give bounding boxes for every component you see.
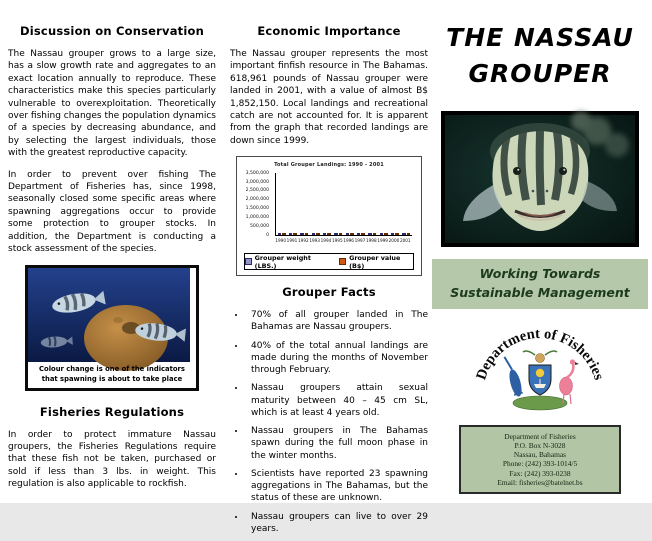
bar-group bbox=[344, 233, 355, 235]
bar bbox=[339, 233, 343, 235]
chart-legend bbox=[244, 253, 414, 270]
bar-group bbox=[355, 233, 366, 235]
bar-group bbox=[276, 233, 287, 235]
conservation-paragraph-1: The Nassau grouper grows to a large size, has a slow growth rate and aggregates to an exact location annually to reproduce. These characteristics make this species particularly vulnerable to overexploitation. Theoretically over fishing changes the population dynamics of a species by decreasing abundance, and by selecting the largest individuals, those with the greatest reproductive capacity. bbox=[8, 49, 216, 159]
fish-eye bbox=[559, 167, 567, 175]
chart-ylabels bbox=[237, 170, 272, 238]
chart-xlabels bbox=[275, 238, 411, 243]
legend-weight-swatch bbox=[245, 258, 252, 265]
bar bbox=[384, 233, 388, 235]
fact-item: • 40% of the total annual landings are made during the months of November through February. bbox=[246, 340, 428, 377]
bar bbox=[350, 233, 354, 235]
bar bbox=[373, 233, 377, 235]
grouper-photo-frame bbox=[441, 111, 639, 247]
x-tick-label: 1999 bbox=[377, 238, 388, 244]
fact-item: • 70% of all grouper landed in The Bahamas are Nassau groupers. bbox=[246, 309, 428, 333]
bar bbox=[327, 233, 331, 235]
x-tick-label: 1993 bbox=[309, 238, 320, 244]
x-tick-label: 1994 bbox=[320, 238, 332, 244]
facts-list bbox=[230, 309, 428, 535]
spawning-photo bbox=[28, 268, 190, 362]
bar bbox=[278, 233, 282, 235]
x-tick-label: 1995 bbox=[331, 238, 343, 244]
y-tick-label: 3,000,000 bbox=[245, 179, 269, 185]
contact-line: Fax: (242) 393-0238 bbox=[509, 468, 571, 478]
marlin-icon bbox=[503, 354, 524, 397]
bar bbox=[346, 233, 350, 235]
x-tick-label: 1996 bbox=[343, 238, 354, 244]
bar-group bbox=[299, 233, 310, 235]
bar bbox=[368, 233, 372, 235]
flamingo-icon bbox=[560, 359, 580, 404]
y-tick-label: 3,500,000 bbox=[245, 170, 269, 176]
coat-of-arms bbox=[503, 351, 579, 410]
bar bbox=[323, 233, 327, 235]
landings-chart bbox=[236, 156, 422, 276]
bar bbox=[282, 233, 286, 235]
bar-group bbox=[310, 233, 321, 235]
grouper-photo bbox=[445, 115, 635, 243]
middle-column bbox=[230, 0, 428, 541]
tagline-banner: Working Towards Sustainable Management bbox=[432, 259, 648, 309]
fish-eye bbox=[513, 167, 521, 175]
regulations-heading: Fisheries Regulations bbox=[39, 404, 185, 419]
facts-heading: Grouper Facts bbox=[282, 285, 376, 300]
logo-arc-text: Department of Fisheries bbox=[473, 325, 607, 382]
economic-heading: Economic Importance bbox=[257, 24, 401, 38]
legend-weight-label: Grouper weight (LBS.) bbox=[254, 253, 311, 270]
legend-value-label: Grouper value (B$) bbox=[349, 253, 401, 270]
x-tick-label: 2001 bbox=[399, 238, 411, 244]
legend-weight bbox=[245, 254, 329, 270]
legend-value-swatch bbox=[339, 258, 346, 265]
bar-group bbox=[389, 233, 400, 235]
right-column bbox=[432, 0, 648, 494]
y-tick-label: 0 bbox=[266, 232, 269, 238]
x-tick-label: 1997 bbox=[354, 238, 366, 244]
contact-line: P.O. Box N-3028 bbox=[514, 440, 566, 450]
y-tick-label: 1,000,000 bbox=[245, 215, 269, 221]
conservation-heading: Discussion on Conservation bbox=[20, 24, 204, 38]
bar-group bbox=[333, 233, 344, 235]
bar bbox=[361, 233, 365, 235]
bar bbox=[305, 233, 309, 235]
brochure-title bbox=[432, 20, 648, 91]
bar bbox=[380, 233, 384, 235]
y-tick-label: 2,500,000 bbox=[245, 188, 269, 194]
bar-group bbox=[321, 233, 332, 235]
x-tick-label: 2000 bbox=[388, 238, 400, 244]
y-tick-label: 2,000,000 bbox=[245, 197, 269, 203]
chart-plot bbox=[275, 173, 412, 236]
bar bbox=[357, 233, 361, 235]
fisheries-logo bbox=[432, 311, 648, 423]
y-tick-label: 500,000 bbox=[250, 223, 269, 229]
x-tick-label: 1991 bbox=[286, 238, 298, 244]
fact-item: • Scientists have reported 23 spawning aggregations in The Bahamas, but the status of these are unknown. bbox=[246, 468, 428, 505]
bar bbox=[316, 233, 320, 235]
spawning-photo-frame bbox=[25, 265, 199, 391]
bar bbox=[395, 233, 399, 235]
left-column bbox=[8, 0, 216, 500]
bar-group bbox=[287, 233, 298, 235]
regulations-paragraph: In order to protect immature Nassau groupers, the Fisheries Regulations require that these fish not be taken, purchased or sold if less than 3 lbs. in weight. This regulation is also applicable to rockfish. bbox=[8, 429, 216, 490]
bar bbox=[391, 233, 395, 235]
shield-icon bbox=[529, 365, 551, 395]
contact-line: Phone: (242) 393-1014/5 bbox=[502, 459, 578, 469]
y-tick-label: 1,500,000 bbox=[245, 206, 269, 212]
title-line-1: THE NASSAU bbox=[446, 23, 634, 52]
x-tick-label: 1992 bbox=[297, 238, 309, 244]
fact-item: • Nassau groupers can live to over 29 years. bbox=[246, 511, 428, 535]
photo-caption: Colour change is one of the indicators that spawning is about to take place bbox=[39, 364, 185, 384]
conservation-paragraph-2: In order to prevent over fishing The Department of Fisheries has, since 1998, seasonally closed some specific areas where spawning aggregations occur to provide some protection to grouper stocks. In addition, the Department is conducting a stock assessment of the species. bbox=[8, 169, 216, 255]
bar-group bbox=[401, 233, 412, 235]
bar bbox=[407, 233, 411, 235]
title-line-2: GROUPER bbox=[468, 58, 612, 88]
contact-line: Department of Fisheries bbox=[504, 431, 576, 441]
bar bbox=[289, 233, 293, 235]
bar bbox=[334, 233, 338, 235]
bar-group bbox=[367, 233, 378, 235]
fact-item: • Nassau groupers attain sexual maturity between 40 – 45 cm SL, which is at least 4 years old. bbox=[246, 382, 428, 419]
x-tick-label: 1990 bbox=[275, 238, 286, 244]
bar bbox=[300, 233, 304, 235]
contact-box bbox=[459, 425, 621, 495]
fisheries-logo-graphic bbox=[467, 311, 613, 419]
legend-value bbox=[339, 254, 413, 270]
contact-line: Email: fisheries@batelnet.bs bbox=[497, 478, 583, 488]
fact-item: • Nassau groupers in The Bahamas spawn during the full moon phase in the winter months. bbox=[246, 425, 428, 462]
bar-group bbox=[378, 233, 389, 235]
economic-paragraph: The Nassau grouper represents the most important finfish resource in The Bahamas. 618,961 pounds of Nassau grouper were landed in 2001, with a value of almost B$ 1,852,150. Local landings and recreational catch are not accounted for. It is apparent from the graph that recorded landings are down since 1999. bbox=[230, 49, 428, 146]
bar bbox=[402, 233, 406, 235]
bar bbox=[312, 233, 316, 235]
bar bbox=[293, 233, 297, 235]
crest-icon bbox=[523, 351, 557, 363]
x-tick-label: 1998 bbox=[365, 238, 377, 244]
contact-line: Nassau, Bahamas bbox=[513, 450, 567, 460]
chart-title: Total Grouper Landings: 1990 - 2001 bbox=[274, 162, 384, 169]
